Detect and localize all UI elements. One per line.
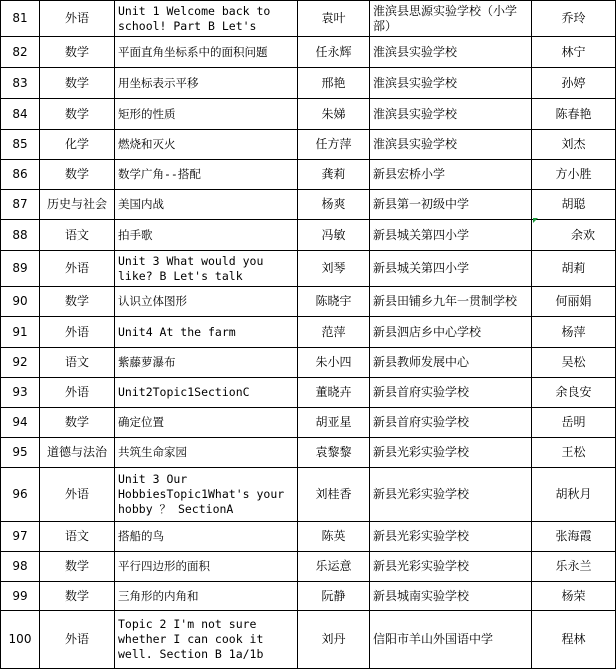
- lesson-title-cell: Unit 3 What would you like? B Let's talk: [115, 251, 298, 287]
- lesson-title-cell: Unit2Topic1SectionC: [115, 378, 298, 408]
- teacher-cell: 阮静: [298, 582, 370, 611]
- school-cell: 新县城关第四小学: [370, 220, 532, 251]
- teacher-cell: 刘琴: [298, 251, 370, 287]
- row-number: 91: [1, 317, 40, 348]
- judge-cell: 胡莉: [532, 251, 616, 287]
- judge-cell: 孙婷: [532, 68, 616, 99]
- teacher-cell: 范萍: [298, 317, 370, 348]
- judge-cell: 刘杰: [532, 130, 616, 160]
- subject-cell: 外语: [40, 251, 115, 287]
- table-row: [1, 287, 616, 317]
- lesson-title-cell: 三角形的内角和: [115, 582, 298, 611]
- row-number: 87: [1, 190, 40, 220]
- subject-cell: 语文: [40, 220, 115, 251]
- table-row: [1, 438, 616, 468]
- lesson-title-cell: 共筑生命家园: [115, 438, 298, 468]
- row-number: 95: [1, 438, 40, 468]
- row-number: 84: [1, 99, 40, 130]
- table-body: [1, 1, 616, 669]
- judge-cell: 何丽娟: [532, 287, 616, 317]
- subject-cell: 外语: [40, 468, 115, 522]
- row-number: 93: [1, 378, 40, 408]
- school-cell: 新县田铺乡九年一贯制学校: [370, 287, 532, 317]
- table-row: [1, 251, 616, 287]
- teacher-cell: 龚莉: [298, 160, 370, 190]
- school-cell: 新县光彩实验学校: [370, 438, 532, 468]
- judge-cell: 乔玲: [532, 1, 616, 37]
- teacher-cell: 袁黎黎: [298, 438, 370, 468]
- school-cell: 新县宏桥小学: [370, 160, 532, 190]
- row-number: 98: [1, 552, 40, 582]
- subject-cell: 数学: [40, 99, 115, 130]
- lesson-title-cell: Topic 2 I'm not sure whether I can cook it well. Section B 1a/1b: [115, 611, 298, 669]
- school-cell: 新县首府实验学校: [370, 378, 532, 408]
- teacher-cell: 袁叶: [298, 1, 370, 37]
- teacher-cell: 胡亚星: [298, 408, 370, 438]
- judge-cell: 陈春艳: [532, 99, 616, 130]
- row-number: 96: [1, 468, 40, 522]
- school-cell: 淮滨县实验学校: [370, 130, 532, 160]
- school-cell: 新县第一初级中学: [370, 190, 532, 220]
- subject-cell: 历史与社会: [40, 190, 115, 220]
- lesson-title-cell: 美国内战: [115, 190, 298, 220]
- row-number: 85: [1, 130, 40, 160]
- school-cell: 新县泗店乡中心学校: [370, 317, 532, 348]
- row-number: 99: [1, 582, 40, 611]
- table-row: [1, 582, 616, 611]
- subject-cell: 外语: [40, 317, 115, 348]
- subject-cell: 语文: [40, 348, 115, 378]
- lesson-title-cell: 平行四边形的面积: [115, 552, 298, 582]
- table-row: [1, 522, 616, 552]
- table-row: [1, 408, 616, 438]
- row-number: 97: [1, 522, 40, 552]
- lesson-title-cell: 认识立体图形: [115, 287, 298, 317]
- table-row: [1, 1, 616, 37]
- subject-cell: 化学: [40, 130, 115, 160]
- subject-cell: 外语: [40, 1, 115, 37]
- teacher-cell: 任方萍: [298, 130, 370, 160]
- lesson-title-cell: Unit 1 Welcome back to school! Part B Let's: [115, 1, 298, 37]
- lesson-title-cell: Unit4 At the farm: [115, 317, 298, 348]
- cell-corner-mark: [533, 218, 538, 223]
- judge-cell: 胡聪: [532, 190, 616, 220]
- teacher-cell: 朱娣: [298, 99, 370, 130]
- row-number: 92: [1, 348, 40, 378]
- lesson-title-cell: 紫藤萝瀑布: [115, 348, 298, 378]
- judge-cell: 方小胜: [532, 160, 616, 190]
- judge-cell: 王松: [532, 438, 616, 468]
- row-number: 86: [1, 160, 40, 190]
- teacher-cell: 陈英: [298, 522, 370, 552]
- teacher-cell: 邢艳: [298, 68, 370, 99]
- subject-cell: 数学: [40, 68, 115, 99]
- table-row: [1, 220, 616, 251]
- lesson-title-cell: 平面直角坐标系中的面积问题: [115, 37, 298, 68]
- school-cell: 新县城南实验学校: [370, 582, 532, 611]
- school-cell: 新县光彩实验学校: [370, 552, 532, 582]
- lesson-title-cell: 确定位置: [115, 408, 298, 438]
- school-cell: 淮滨县思源实验学校（小学部）: [370, 1, 532, 37]
- judge-cell: 吴松: [532, 348, 616, 378]
- school-cell: 新县首府实验学校: [370, 408, 532, 438]
- school-cell: 新县光彩实验学校: [370, 468, 532, 522]
- subject-cell: 数学: [40, 37, 115, 68]
- teacher-cell: 乐运意: [298, 552, 370, 582]
- table-row: [1, 37, 616, 68]
- lesson-title-cell: 数学广角--搭配: [115, 160, 298, 190]
- school-cell: 新县教师发展中心: [370, 348, 532, 378]
- lesson-title-cell: 燃烧和灭火: [115, 130, 298, 160]
- lesson-title-cell: 用坐标表示平移: [115, 68, 298, 99]
- subject-cell: 数学: [40, 552, 115, 582]
- table-row: [1, 348, 616, 378]
- row-number: 89: [1, 251, 40, 287]
- row-number: 81: [1, 1, 40, 37]
- row-number: 90: [1, 287, 40, 317]
- judge-cell: 杨萍: [532, 317, 616, 348]
- judge-cell: 胡秋月: [532, 468, 616, 522]
- subject-cell: 数学: [40, 287, 115, 317]
- subject-cell: 道德与法治: [40, 438, 115, 468]
- school-cell: 信阳市羊山外国语中学: [370, 611, 532, 669]
- table-row: [1, 552, 616, 582]
- row-number: 100: [1, 611, 40, 669]
- school-cell: 新县城关第四小学: [370, 251, 532, 287]
- subject-cell: 数学: [40, 582, 115, 611]
- table-row: [1, 468, 616, 522]
- school-cell: 淮滨县实验学校: [370, 99, 532, 130]
- table-row: [1, 611, 616, 669]
- table-row: [1, 99, 616, 130]
- lesson-title-cell: 搭船的鸟: [115, 522, 298, 552]
- subject-cell: 数学: [40, 160, 115, 190]
- school-cell: 淮滨县实验学校: [370, 37, 532, 68]
- row-number: 88: [1, 220, 40, 251]
- lesson-title-cell: Unit 3 Our HobbiesTopic1What's your hobby ？ SectionA: [115, 468, 298, 522]
- teacher-cell: 陈晓宇: [298, 287, 370, 317]
- table-row: [1, 130, 616, 160]
- teacher-cell: 杨爽: [298, 190, 370, 220]
- subject-cell: 语文: [40, 522, 115, 552]
- table-row: [1, 68, 616, 99]
- row-number: 94: [1, 408, 40, 438]
- teacher-cell: 董晓卉: [298, 378, 370, 408]
- teacher-cell: 冯敏: [298, 220, 370, 251]
- judge-cell: 乐永兰: [532, 552, 616, 582]
- judge-cell: 余欢: [532, 220, 616, 251]
- teacher-cell: 刘桂香: [298, 468, 370, 522]
- lesson-title-cell: 矩形的性质: [115, 99, 298, 130]
- judge-cell: 张海霞: [532, 522, 616, 552]
- judge-cell: 杨荣: [532, 582, 616, 611]
- teacher-cell: 朱小四: [298, 348, 370, 378]
- teacher-cell: 刘丹: [298, 611, 370, 669]
- school-cell: 新县光彩实验学校: [370, 522, 532, 552]
- judge-cell: 林宁: [532, 37, 616, 68]
- judge-cell: 余良安: [532, 378, 616, 408]
- judge-cell: 程林: [532, 611, 616, 669]
- subject-cell: 外语: [40, 378, 115, 408]
- lesson-title-cell: 拍手歌: [115, 220, 298, 251]
- table-row: [1, 190, 616, 220]
- judge-cell: 岳明: [532, 408, 616, 438]
- table-row: [1, 317, 616, 348]
- teacher-cell: 任永辉: [298, 37, 370, 68]
- subject-cell: 数学: [40, 408, 115, 438]
- school-cell: 淮滨县实验学校: [370, 68, 532, 99]
- subject-cell: 外语: [40, 611, 115, 669]
- row-number: 83: [1, 68, 40, 99]
- table-row: [1, 160, 616, 190]
- row-number: 82: [1, 37, 40, 68]
- table-row: [1, 378, 616, 408]
